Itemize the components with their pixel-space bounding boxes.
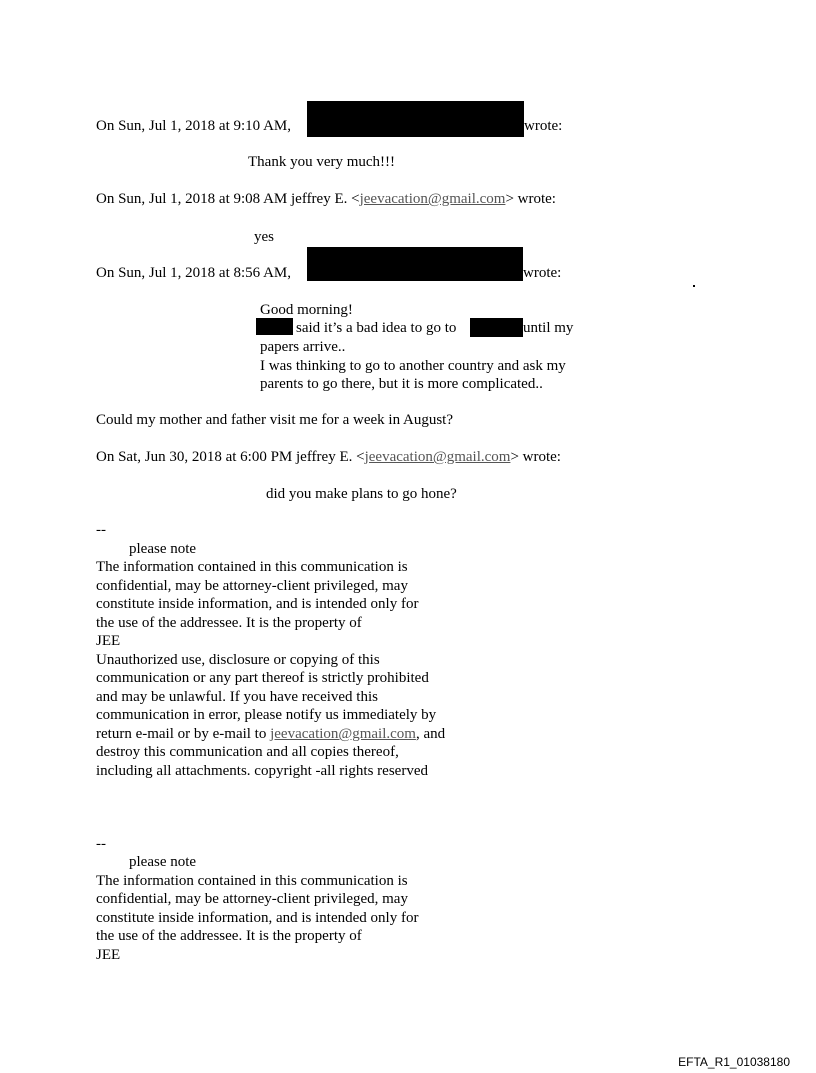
stray-mark [693, 285, 695, 287]
redaction-box [470, 318, 523, 337]
disclaimer-line: communication or any part thereof is strictly prohibited [96, 670, 429, 686]
message-header: On Sat, Jun 30, 2018 at 6:00 PM jeffrey E. <jeevacation@gmail.com> wrote: [96, 449, 561, 465]
email-link[interactable]: jeevacation@gmail.com [364, 449, 511, 465]
message-body: Thank you very much!!! [248, 154, 396, 170]
disclaimer-line: confidential, may be attorney-client privileged, may [96, 891, 408, 907]
disclaimer-line: confidential, may be attorney-client privileged, may [96, 578, 408, 594]
message-header: On Sun, Jul 1, 2018 at 9:10 AM, [96, 118, 292, 134]
disclaimer-line: the use of the addressee. It is the property of [96, 928, 362, 944]
redaction-box [307, 101, 524, 137]
message-body-line: I was thinking to go to another country and ask my [260, 358, 566, 374]
message-header-suffix: wrote: [524, 118, 563, 134]
message-body-line: Good morning! [260, 302, 353, 318]
disclaimer-line: The information contained in this communication is [96, 873, 408, 889]
disclaimer-line: return e-mail or by e-mail to jeevacation@gmail.com, and [96, 726, 446, 742]
disclaimer-line: JEE [96, 947, 121, 963]
disclaimer-line: Unauthorized use, disclosure or copying of this [96, 652, 380, 668]
signature-note: please note [129, 541, 197, 557]
redaction-box [307, 247, 523, 281]
email-link[interactable]: jeevacation@gmail.com [270, 726, 416, 742]
message-body-line: parents to go there, but it is more complicated.. [260, 376, 543, 392]
disclaimer-line: communication in error, please notify us immediately by [96, 707, 437, 723]
message-body-line: until my [523, 320, 574, 336]
disclaimer-line: constitute inside information, and is intended only for [96, 910, 419, 926]
disclaimer-line: destroy this communication and all copies thereof, [96, 744, 399, 760]
disclaimer-line: constitute inside information, and is intended only for [96, 596, 419, 612]
signature-note: please note [129, 854, 197, 870]
message-body-line: said it’s a bad idea to go to [296, 320, 457, 336]
message-body-line: Could my mother and father visit me for a week in August? [96, 412, 454, 428]
signature-separator: -- [96, 522, 106, 538]
message-body-line: papers arrive.. [260, 339, 346, 355]
message-header: On Sun, Jul 1, 2018 at 9:08 AM jeffrey E. <jeevacation@gmail.com> wrote: [96, 191, 556, 207]
redaction-box [256, 318, 293, 335]
message-header: On Sun, Jul 1, 2018 at 8:56 AM, [96, 265, 292, 281]
disclaimer-line: and may be unlawful. If you have received this [96, 689, 378, 705]
signature-separator: -- [96, 836, 106, 852]
disclaimer-line: the use of the addressee. It is the property of [96, 615, 362, 631]
message-body: yes [254, 229, 274, 245]
document-id: EFTA_R1_01038180 [678, 1055, 790, 1069]
disclaimer-line: The information contained in this communication is [96, 559, 408, 575]
message-header-suffix: wrote: [523, 265, 562, 281]
disclaimer-line: JEE [96, 633, 121, 649]
message-body: did you make plans to go hone? [266, 486, 457, 502]
disclaimer-line: including all attachments. copyright -all rights reserved [96, 763, 428, 779]
email-link[interactable]: jeevacation@gmail.com [359, 191, 506, 207]
